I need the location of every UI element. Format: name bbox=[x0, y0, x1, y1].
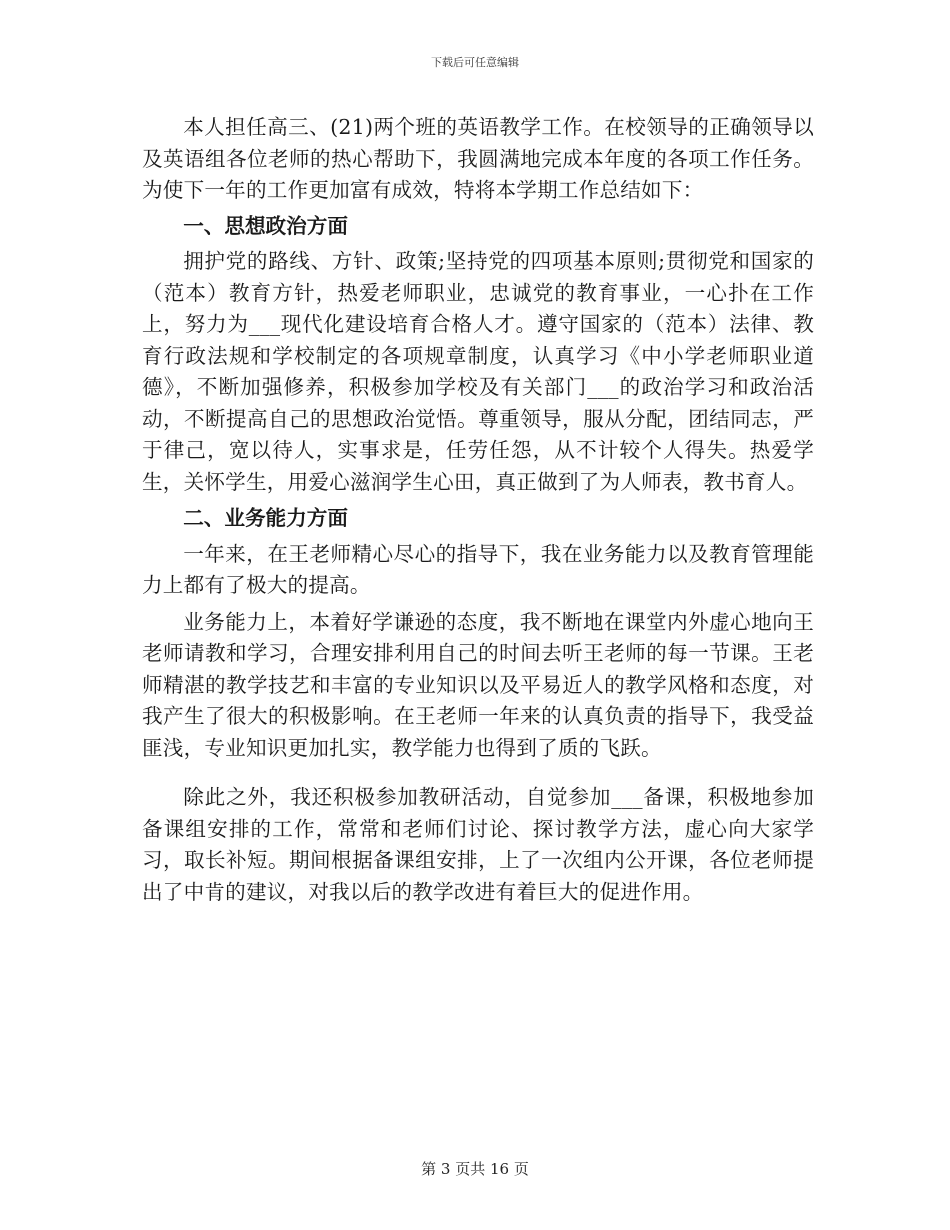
document-body bbox=[142, 112, 814, 908]
page-number: 第 3 页共 16 页 bbox=[421, 1160, 529, 1178]
political-paragraph: 拥护党的路线、方针、政策;坚持党的四项基本原则;贯彻党和国家的（范本）教育方针，热爱老师职业，忠诚党的教育事业，一心扑在工作上，努力为___现代化建设培育合格人才。遵守国家的（范本）法律、教育行政法规和学校制定的各项规章制度，认真学习《中小学老师职业道德》，不断加强修养，积极参加学校及有关部门___的政治学习和政治活动，不断提高自己的思想政治觉悟。尊重领导，服从分配，团结同志，严于律己，宽以待人，实事求是，任劳任怨，从不计较个人得失。热爱学生，关怀学生，用爱心滋润学生心田，真正做到了为人师表，教书育人。 bbox=[142, 249, 814, 494]
professional-paragraph-1: 一年来，在王老师精心尽心的指导下，我在业务能力以及教育管理能力上都有了极大的提高。 bbox=[142, 541, 814, 597]
section-heading-professional: 二、业务能力方面 bbox=[183, 506, 348, 530]
intro-paragraph: 本人担任高三、(21)两个班的英语教学工作。在校领导的正确领导以及英语组各位老师的热心帮助下，我圆满地完成本年度的各项工作任务。为使下一年的工作更加富有成效，特将本学期工作总结如下： bbox=[142, 115, 814, 202]
section-heading-political: 一、思想政治方面 bbox=[183, 213, 348, 238]
professional-paragraph-3: 除此之外，我还积极参加教研活动，自觉参加___备课，积极地参加备课组安排的工作，常常和老师们讨论、探讨教学方法，虚心向大家学习，取长补短。期间根据备课组安排，上了一次组内公开课，各位老师提出了中肯的建议，对我以后的教学改进有着巨大的促进作用。 bbox=[142, 785, 814, 904]
page-header-note: 下载后可任意编辑 bbox=[431, 56, 519, 69]
professional-paragraph-2: 业务能力上，本着好学谦逊的态度，我不断地在课堂内外虚心地向王老师请教和学习，合理安排利用自己的时间去听王老师的每一节课。王老师精湛的教学技艺和丰富的专业知识以及平易近人的教学风格和态度，对我产生了很大的积极影响。在王老师一年来的认真负责的指导下，我受益匪浅，专业知识更加扎实，教学能力也得到了质的飞跃。 bbox=[142, 609, 814, 760]
